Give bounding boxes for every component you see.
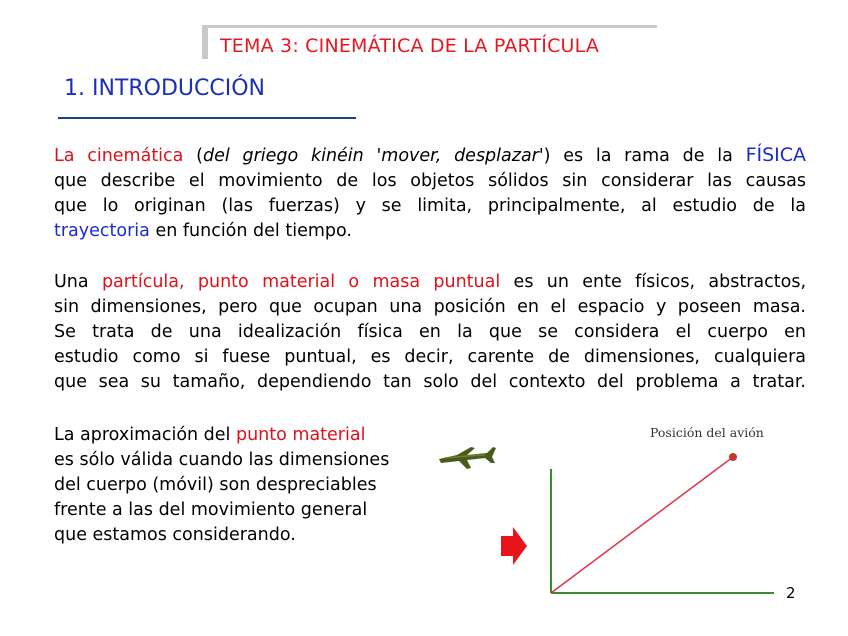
- position-graph: [540, 425, 780, 600]
- page-number: 2: [786, 584, 796, 602]
- paragraph-line: La aproximación del punto material: [54, 425, 366, 445]
- paragraph-line: que describe el movimiento de los objetos sólidos sin considerar las causas: [54, 171, 806, 191]
- slide-title: TEMA 3: CINEMÁTICA DE LA PARTÍCULA: [220, 35, 600, 57]
- paragraph-line: frente a las del movimiento general: [54, 500, 368, 520]
- paragraph-line: que lo originan (las fuerzas) y se limita, principalmente, al estudio de la: [54, 196, 806, 216]
- paragraph-line: Se trata de una idealización física en la que se considera el cuerpo en: [54, 322, 806, 342]
- etymology-text: del griego kinéin 'mover, desplazar': [202, 146, 544, 166]
- paragraph-line: trayectoria en función del tiempo.: [54, 221, 352, 241]
- paragraph-line: estudio como si fuese puntual, es decir, carente de dimensiones, cualquiera: [54, 347, 806, 367]
- paragraph-line: es sólo válida cuando las dimensiones: [54, 450, 390, 470]
- paragraph-line: que sea su tamaño, dependiendo tan solo del contexto del problema a tratar.: [54, 372, 806, 392]
- graph-title: Posición del avión: [650, 425, 764, 440]
- slide-title-box: [208, 28, 663, 62]
- paragraph-line: que estamos considerando.: [54, 525, 296, 545]
- trajectory-line: [551, 457, 733, 593]
- term-fisica: FÍSICA: [745, 144, 807, 166]
- section-title: 1. INTRODUCCIÓN: [64, 76, 265, 101]
- right-arrow-icon: [501, 527, 527, 565]
- paragraph-cinematica: [54, 143, 806, 244]
- paragraph-aproximacion: [54, 423, 424, 548]
- paragraph-line: La cinemática (del griego kinéin 'mover, desplazar') es la rama de la FÍSICA: [54, 144, 807, 166]
- term-cinematica: La cinemática: [54, 146, 184, 166]
- paragraph-line: sin dimensiones, pero que ocupan una posición en el espacio y poseen masa.: [54, 297, 806, 317]
- paragraph-line: Una partícula, punto material o masa puntual es un ente físicos, abstractos,: [54, 272, 807, 292]
- term-trayectoria: trayectoria: [54, 221, 150, 241]
- term-punto-material: punto material: [235, 425, 366, 445]
- section-underline: [58, 117, 356, 119]
- airplane-position-point: [729, 453, 737, 461]
- paragraph-particula: [54, 270, 806, 395]
- term-particula: partícula, punto material o masa puntual: [101, 272, 501, 292]
- paragraph-line: del cuerpo (móvil) son despreciables: [54, 475, 377, 495]
- airplane-icon: [437, 441, 497, 473]
